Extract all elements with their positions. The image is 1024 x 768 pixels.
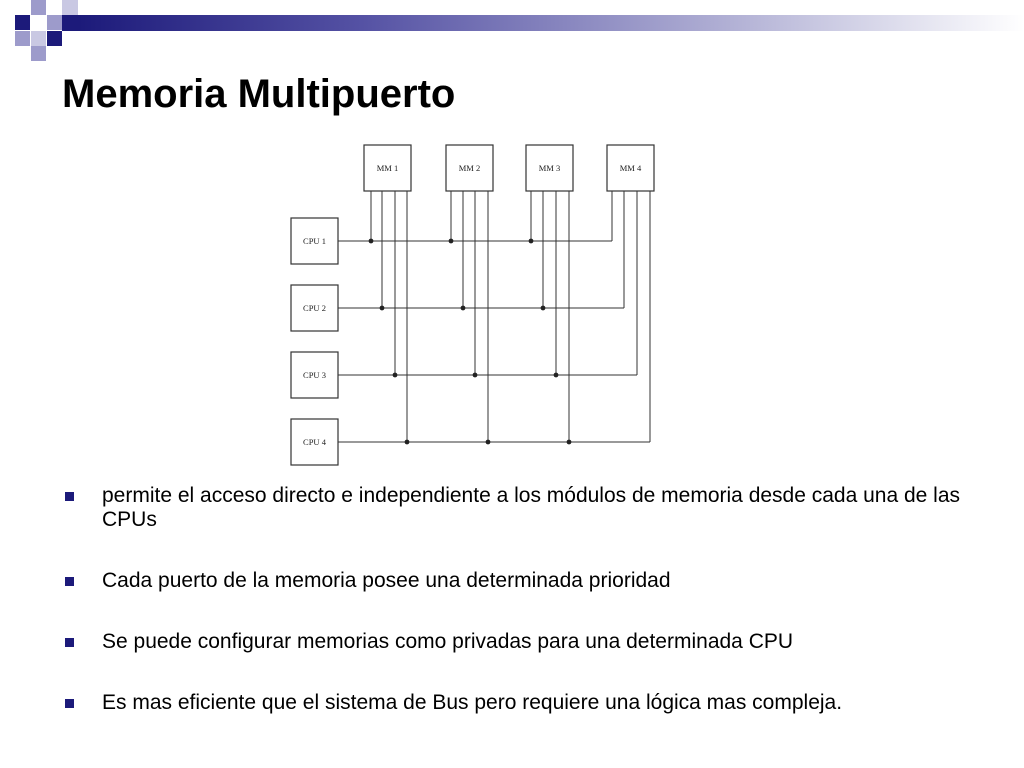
list-item: [62, 484, 982, 532]
decor-square: [31, 31, 46, 46]
square-bullet-icon: [65, 492, 74, 501]
cpu-label: CPU 4: [303, 437, 326, 447]
slide-title: Memoria Multipuerto: [62, 72, 456, 116]
decor-square: [31, 46, 46, 61]
bullet-text: Se puede configurar memorias como privadas para una determinada CPU: [102, 630, 794, 653]
mm-label: MM 3: [538, 163, 561, 173]
mm-label: MM 1: [376, 163, 399, 173]
decor-square: [62, 0, 78, 15]
bullet-list: [62, 484, 982, 715]
decor-square: [31, 0, 46, 15]
square-bullet-icon: [65, 699, 74, 708]
bullet-text: Es mas eficiente que el sistema de Bus pero requiere una lógica mas compleja.: [102, 691, 843, 714]
cpu-label: CPU 3: [303, 370, 326, 380]
decor-square: [15, 15, 30, 30]
header-gradient-bar: [78, 15, 1024, 31]
square-bullet-icon: [65, 638, 74, 647]
cpu-label: CPU 2: [303, 303, 326, 313]
list-item: [62, 569, 982, 593]
bullet-text: Cada puerto de la memoria posee una determinada prioridad: [102, 569, 671, 592]
decor-square: [47, 15, 62, 30]
list-item: [62, 691, 982, 715]
decor-square: [15, 31, 30, 46]
decor-square: [47, 31, 62, 46]
decor-square: [62, 15, 78, 31]
bullet-text: permite el acceso directo e independiente a los módulos de memoria desde cada una de las CPUs: [102, 484, 961, 531]
mm-label: MM 2: [458, 163, 481, 173]
square-bullet-icon: [65, 577, 74, 586]
cpu-label: CPU 1: [303, 236, 326, 246]
list-item: [62, 630, 982, 654]
multiport-memory-diagram: [280, 138, 670, 478]
mm-label: MM 4: [619, 163, 642, 173]
